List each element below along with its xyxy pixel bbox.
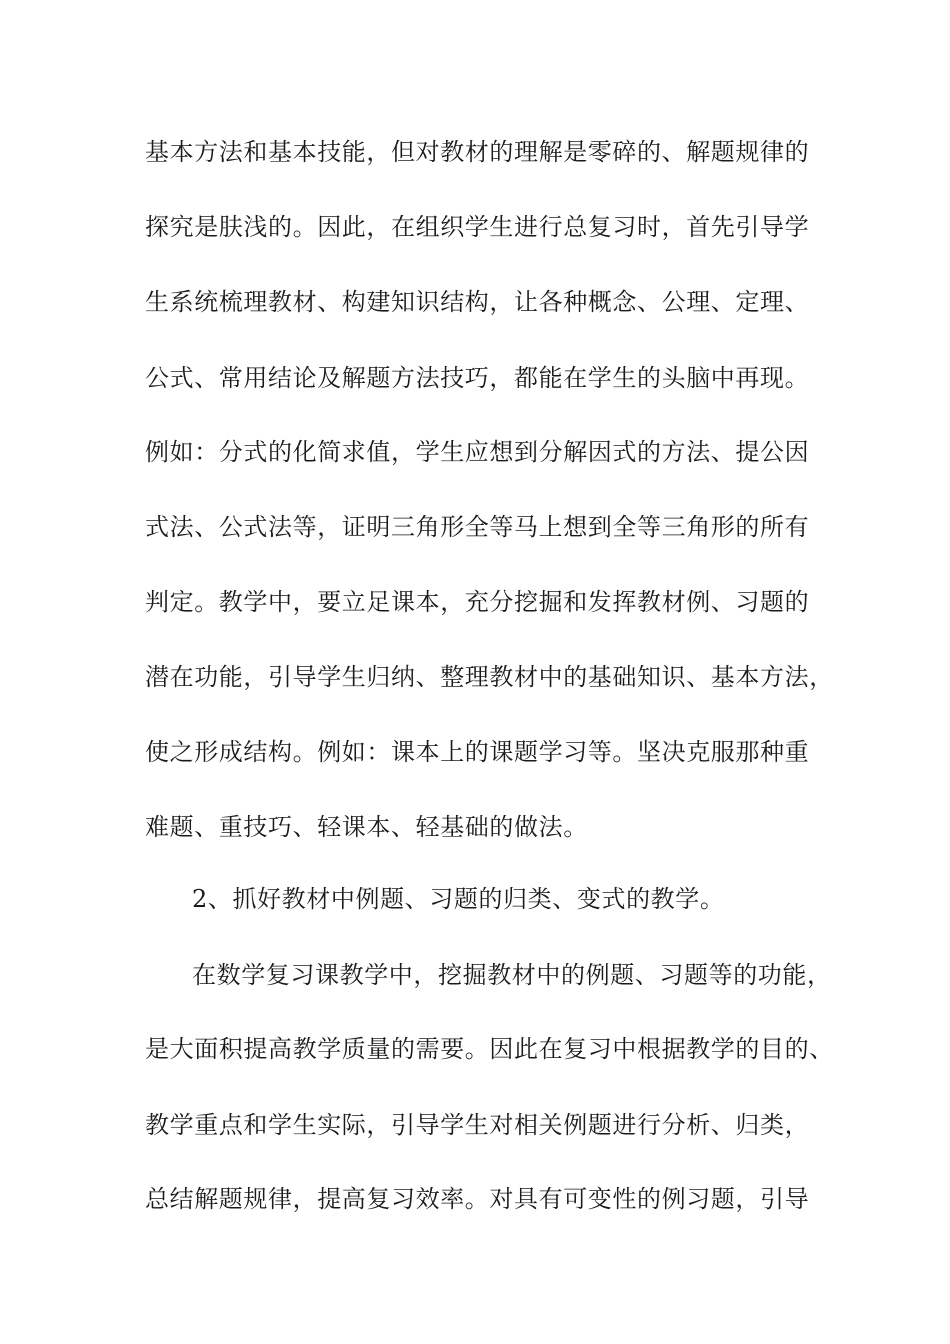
text-line: 难题、重技巧、轻课本、轻基础的做法。: [145, 813, 588, 841]
text-line: 教学重点和学生实际，引导学生对相关例题进行分析、归类，: [145, 1111, 810, 1139]
text-line: 使之形成结构。例如：课本上的课题学习等。坚决克服那种重: [145, 738, 810, 766]
text-line: 在数学复习课教学中，挖掘教材中的例题、习题等的功能，: [192, 961, 832, 989]
text-line: 生系统梳理教材、构建知识结构，让各种概念、公理、定理、: [145, 288, 810, 316]
text-line: 判定。教学中，要立足课本，充分挖掘和发挥教材例、习题的: [145, 588, 810, 616]
section-heading: 2、抓好教材中例题、习题的归类、变式的教学。: [192, 885, 725, 913]
text-line: 潜在功能，引导学生归纳、整理教材中的基础知识、基本方法，: [145, 663, 834, 691]
text-line: 基本方法和基本技能，但对教材的理解是零碎的、解题规律的: [145, 138, 810, 166]
text-line: 探究是肤浅的。因此，在组织学生进行总复习时，首先引导学: [145, 213, 810, 241]
text-line: 公式、常用结论及解题方法技巧，都能在学生的头脑中再现。: [145, 364, 810, 392]
text-line: 总结解题规律，提高复习效率。对具有可变性的例习题，引导: [145, 1185, 810, 1213]
text-line: 例如：分式的化简求值，学生应想到分解因式的方法、提公因: [145, 438, 810, 466]
text-line: 式法、公式法等，证明三角形全等马上想到全等三角形的所有: [145, 513, 810, 541]
text-line: 是大面积提高教学质量的需要。因此在复习中根据教学的目的、: [145, 1035, 834, 1063]
